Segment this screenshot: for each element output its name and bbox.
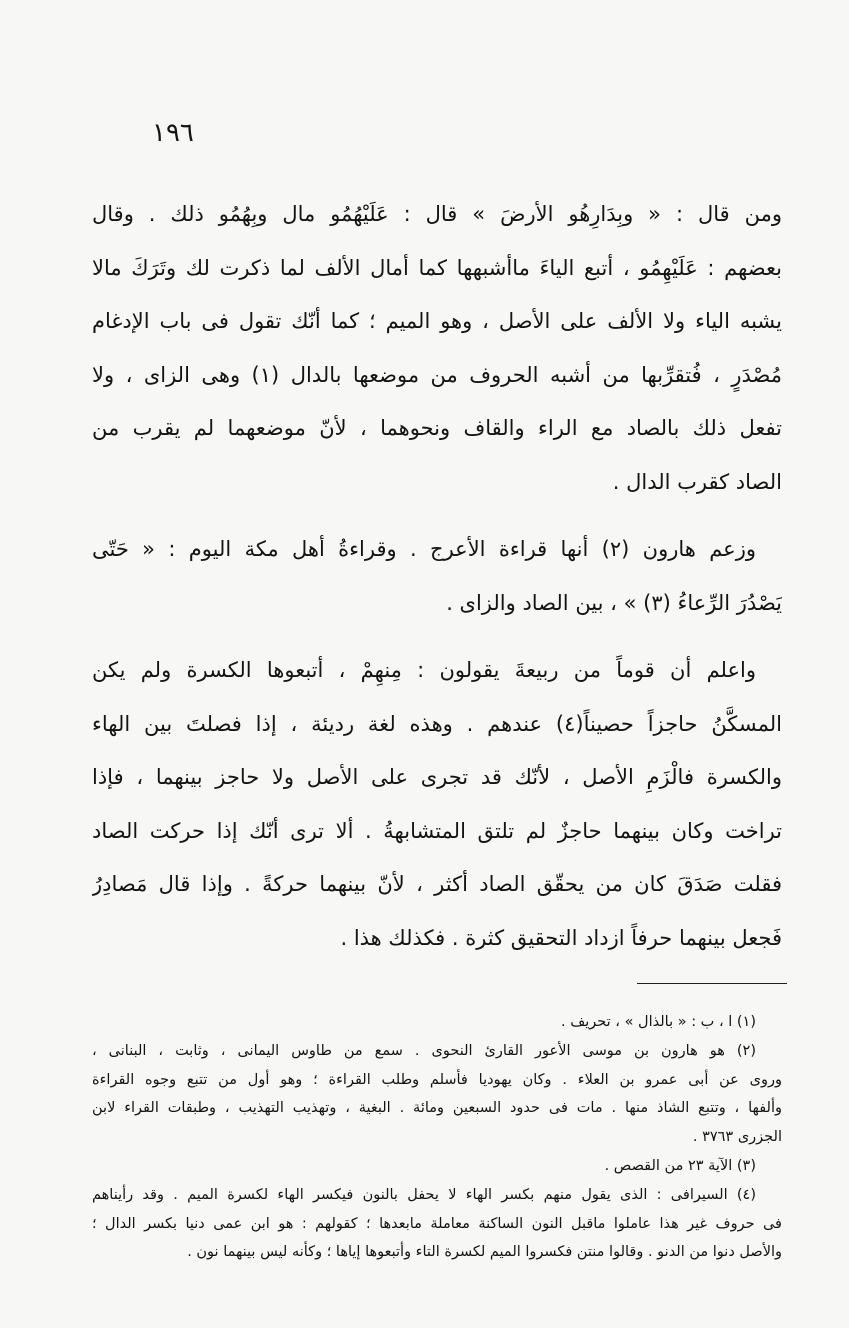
footnote <box>92 1037 782 1152</box>
footnote-line: فى حروف غير هذا عاملوا ماقبل النون الساكنة معاملة مابعدها ؛ كقولهم : هو ابن عمى دنيا بكسر الدال ؛ <box>92 1215 782 1232</box>
text-line: مُصْدَرٍ ، فُتقرِّبها من أشبه الحروف من موضعها بالدال (١) وهى الزاى ، ولا <box>92 362 782 387</box>
text-line: والكسرة فالْزَمِ الأصل ، لأنّك قد تجرى على الأصل ولا حاجز بينهما ، فإذا <box>92 765 782 789</box>
text-line: تفعل ذلك بالصاد مع الراء والقاف ونحوهما ، لأنّ موضعهما لم يقرب من <box>92 416 782 440</box>
text-line: فقلت صَدَقَ كان من يحقّق الصاد أكثر ، لأنّ بينهما حركةً . وإذا قال مَصادِرُ <box>92 872 782 896</box>
text-line: واعلم أن قوماً من ربيعةَ يقولون : مِنهِمْ ، أتبعوها الكسرة ولم يكن <box>92 658 756 682</box>
footnote-line: (٣) الآية ٢٣ من القصص . <box>604 1157 756 1174</box>
text-line: بعضهم : عَلَيْهِمُو ، أتبع الياءَ ماأشبهها كما أمال الألف لما ذكرت لك وتَرَكَ مالا <box>92 255 782 280</box>
footnote-line: وألفها ، وتتبع الشاذ منها . مات فى حدود السبعين ومائة . البغية ، وتهذيب التهذيب ، وطبقات القراء لابن <box>92 1100 782 1117</box>
footnote-line: (١) ا ، ب : « بالذال » ، تحريف . <box>561 1014 756 1030</box>
footnote <box>92 1008 782 1037</box>
footnote-line: الجزرى ٣٧٦٣ . <box>692 1129 782 1146</box>
footnote-line: (٢) هو هارون بن موسى الأعور القارئ النحوى . سمع من طاوس اليمانى ، وثابت ، البنانى ، <box>92 1042 756 1059</box>
footnote <box>92 1181 782 1267</box>
text-line: ومن قال : « وبِدَارِهُو الأرضَ » قال : عَلَيْهُمُو مال وبِهُمُو ذلك . وقال <box>92 202 782 226</box>
text-line: تراخت وكان بينهما حاجزٌ لم تلتق المتشابهةُ . ألا ترى أنّك إذا حركت الصاد <box>92 818 782 843</box>
text-line: فَجعل بينهما حرفاً ازداد التحقيق كثرة . فكذلك هذا . <box>340 925 782 950</box>
text-line: يَصْدُرَ الرِّعاءُ (٣) » ، بين الصاد والزاى . <box>446 590 782 615</box>
footnote-divider <box>637 983 787 984</box>
footnote-line: وروى عن أبى عمرو بن العلاء . وكان يهوديا فأسلم وطلب القراءة ؛ وهو أول من تتبع وجوه القراءة <box>92 1071 782 1088</box>
footnote-line: والأصل دنوا من الدنو . وقالوا منتن فكسروا الميم لكسرة التاء وأتبعوها إياها ؛ وكأنه ليس بينهما نون . <box>187 1244 782 1261</box>
text-line: المسكَّنُ حاجزاً حصيناً(٤) عندهم . وهذه لغة رديئة ، إذا فصلتَ بين الهاء <box>92 711 782 736</box>
text-line: الصاد كقرب الدال . <box>612 469 782 494</box>
page-number: ١٩٦ <box>152 118 194 148</box>
footnote-line: (٤) السيرافى : الذى يقول منهم بكسر الهاء لا يحفل بالنون فيكسر الهاء لكسرة الميم . وقد رأيناهم <box>92 1186 756 1203</box>
paragraph <box>92 644 782 965</box>
paragraph <box>92 523 782 630</box>
paragraph <box>92 188 782 509</box>
main-text <box>92 188 782 979</box>
footnotes <box>92 1008 782 1267</box>
text-line: يشبه الياء ولا الألف على الأصل ، وهو الميم ؛ كما أنّك تقول فى باب الإدغام <box>92 309 782 333</box>
footnote <box>92 1152 782 1181</box>
text-line: وزعم هارون (٢) أنها قراءة الأعرج . وقراءةُ أهل مكة اليوم : « حَتّى <box>92 537 756 561</box>
